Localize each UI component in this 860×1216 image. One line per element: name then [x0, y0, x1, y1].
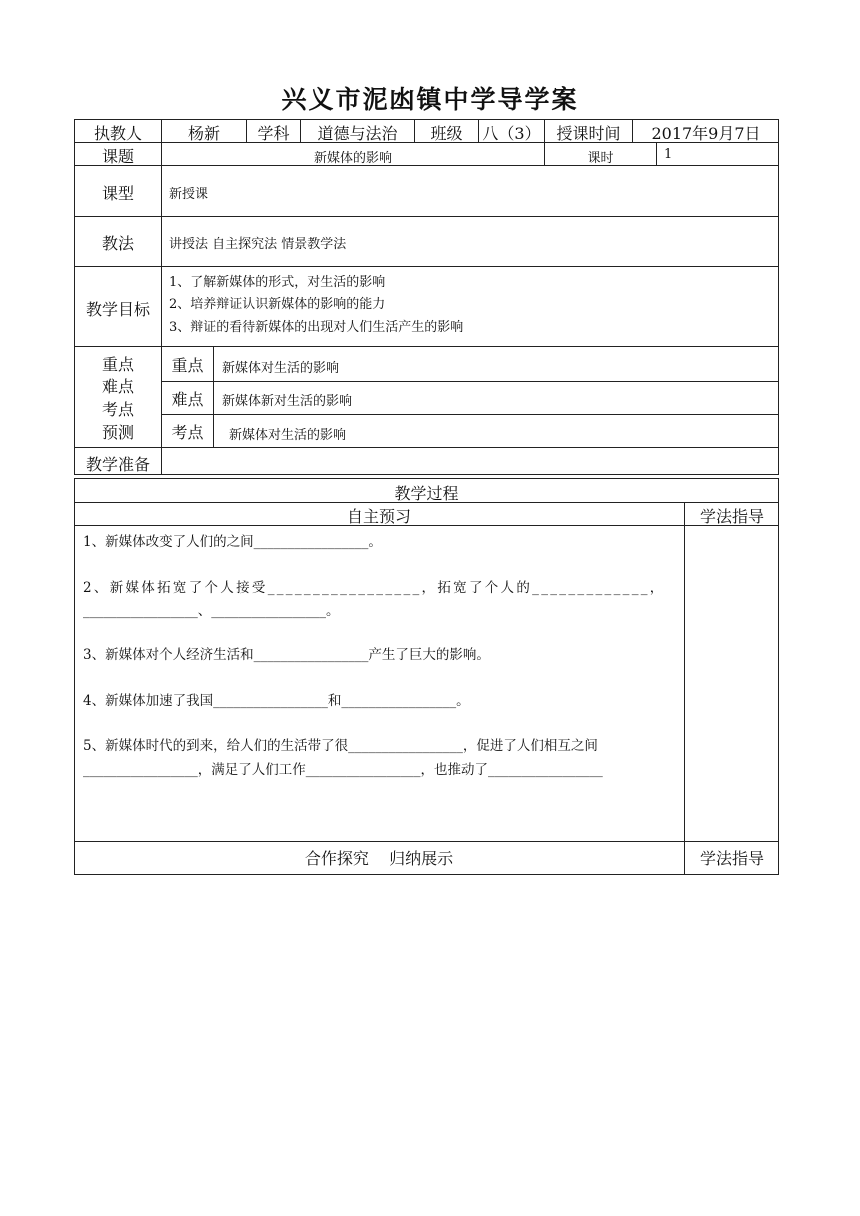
- goal-item: 3、辩证的看待新媒体的出现对人们生活产生的影响: [169, 320, 464, 335]
- date-value: 2017年9月7日: [651, 124, 761, 143]
- goal-item: 2、培养辩证认识新媒体的影响的能力: [169, 297, 386, 312]
- question-2-line1: 2、新媒体拓宽了个人接受_________________，拓宽了个人的_____________，: [83, 580, 666, 596]
- question-1: 1、新媒体改变了人们的之间_________________。: [83, 534, 382, 550]
- topic-value: 新媒体的影响: [313, 151, 392, 166]
- teacher-name: 杨新: [187, 124, 220, 143]
- period-label: 课时: [587, 151, 614, 166]
- type-value: 新授课: [169, 187, 209, 202]
- period-value: 1: [664, 147, 673, 162]
- key-point-label: 重点: [171, 356, 204, 375]
- goals-label: 教学目标: [85, 300, 150, 319]
- group-label-exam: 考点: [101, 400, 134, 419]
- exam-point-label: 考点: [171, 423, 204, 442]
- group-label-key: 重点: [101, 355, 134, 374]
- group-label-difficult: 难点: [101, 377, 134, 396]
- process-title: 教学过程: [394, 484, 459, 503]
- type-label: 课型: [101, 184, 134, 203]
- time-label: 授课时间: [556, 124, 621, 143]
- study-guide-label: 学法指导: [699, 507, 764, 526]
- self-study-title: 自主预习: [346, 507, 411, 526]
- question-5-line2: _________________，满足了人们工作_________________，也推动了_________________: [83, 762, 603, 778]
- cooperation-title: 合作探究 归纳展示: [304, 849, 454, 868]
- difficult-point-label: 难点: [171, 390, 204, 409]
- question-5-line1: 5、新媒体时代的到来，给人们的生活带了很_________________，促进了人们相互之间: [83, 738, 598, 754]
- methods-label: 教法: [101, 234, 134, 253]
- teacher-label: 执教人: [93, 124, 142, 143]
- subject-value: 道德与法治: [317, 124, 398, 143]
- difficult-point-value: 新媒体新对生活的影响: [222, 394, 353, 409]
- goal-item: 1、了解新媒体的形式，对生活的影响: [169, 275, 386, 290]
- group-label-predict: 预测: [101, 423, 134, 442]
- subject-label: 学科: [257, 124, 290, 143]
- class-label: 班级: [430, 124, 463, 143]
- class-value: 八（3）: [482, 124, 541, 143]
- page-title: 兴义市泥凼镇中学导学案: [281, 85, 579, 114]
- key-point-value: 新媒体对生活的影响: [222, 361, 340, 376]
- question-2-line2: _________________、_________________。: [83, 603, 340, 619]
- topic-label: 课题: [101, 147, 134, 166]
- question-3: 3、新媒体对个人经济生活和_________________产生了巨大的影响。: [83, 647, 490, 663]
- question-4: 4、新媒体加速了我国_________________和_________________。: [83, 693, 470, 709]
- exam-point-value: 新媒体对生活的影响: [229, 428, 347, 443]
- preparation-label: 教学准备: [85, 455, 150, 474]
- study-guide-label-2: 学法指导: [699, 849, 764, 868]
- methods-value: 讲授法 自主探究法 情景教学法: [169, 237, 347, 252]
